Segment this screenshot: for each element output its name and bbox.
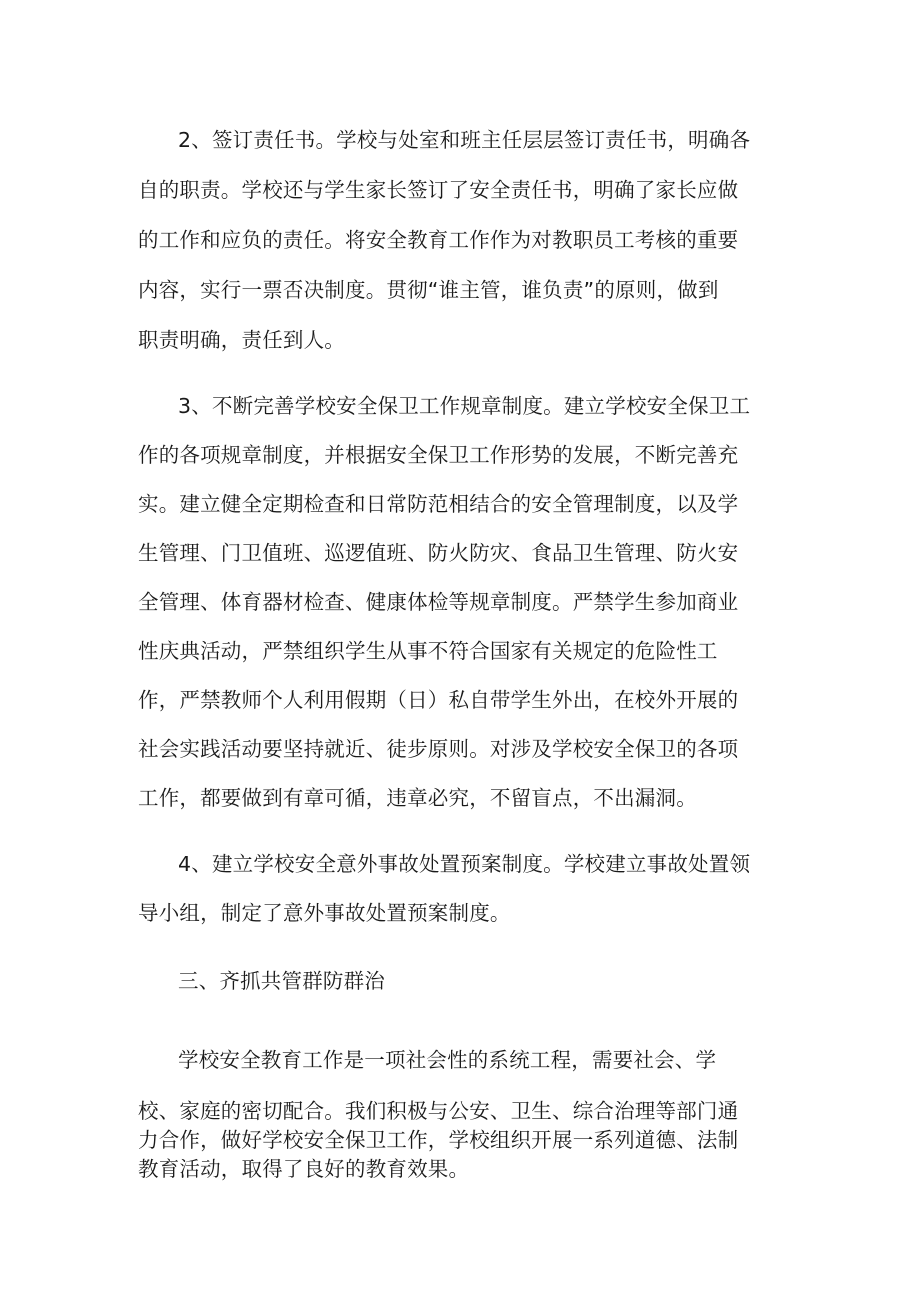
paragraph-2-line-4: 内容，实行一票否决制度。贯彻“谁主管，谁负责”的原则，做到 <box>138 278 719 302</box>
paragraph-2-line-1: 2、签订责任书。学校与处室和班主任层层签订责任书，明确各 <box>178 128 751 152</box>
paragraph-3-line-2: 作的各项规章制度，并根据安全保卫工作形势的发展，不断完善充 <box>138 443 739 467</box>
paragraph-3-line-6: 性庆典活动，严禁组织学生从事不符合国家有关规定的危险性工 <box>138 639 718 663</box>
paragraph-2-line-3: 的工作和应负的责任。将安全教育工作作为对教职员工考核的重要 <box>138 228 739 252</box>
paragraph-final-line-2: 校、家庭的密切配合。我们积极与公安、卫生、综合治理等部门通 <box>138 1099 739 1123</box>
paragraph-3-line-9: 工作，都要做到有章可循，违章必究，不留盲点，不出漏洞。 <box>138 786 697 810</box>
section-heading: 三、齐抓共管群防群治 <box>178 969 385 993</box>
paragraph-final-line-4: 教育活动，取得了良好的教育效果。 <box>138 1157 470 1181</box>
paragraph-3-line-3: 实。建立健全定期检查和日常防范相结合的安全管理制度，以及学 <box>138 492 739 516</box>
paragraph-4-line-1: 4、建立学校安全意外事故处置预案制度。学校建立事故处置领 <box>178 852 751 876</box>
paragraph-3-line-8: 社会实践活动要坚持就近、徒步原则。对涉及学校安全保卫的各项 <box>138 737 739 761</box>
paragraph-2-line-5: 职责明确，责任到人。 <box>138 328 345 352</box>
paragraph-3-line-4: 生管理、门卫值班、巡逻值班、防火防灾、食品卫生管理、防火安 <box>138 541 739 565</box>
paragraph-3-line-1: 3、不断完善学校安全保卫工作规章制度。建立学校安全保卫工 <box>178 394 751 418</box>
paragraph-4-line-2: 导小组，制定了意外事故处置预案制度。 <box>138 901 511 925</box>
paragraph-3-line-7: 作，严禁教师个人利用假期（日）私自带学生外出，在校外开展的 <box>138 688 739 712</box>
paragraph-final-line-1: 学校安全教育工作是一项社会性的系统工程，需要社会、学 <box>178 1048 717 1072</box>
paragraph-2-line-2: 自的职责。学校还与学生家长签订了安全责任书，明确了家长应做 <box>138 178 739 202</box>
paragraph-3-line-5: 全管理、体育器材检查、健康体检等规章制度。严禁学生参加商业 <box>138 590 739 614</box>
paragraph-final-line-3: 力合作，做好学校安全保卫工作，学校组织开展一系列道德、法制 <box>138 1128 739 1152</box>
